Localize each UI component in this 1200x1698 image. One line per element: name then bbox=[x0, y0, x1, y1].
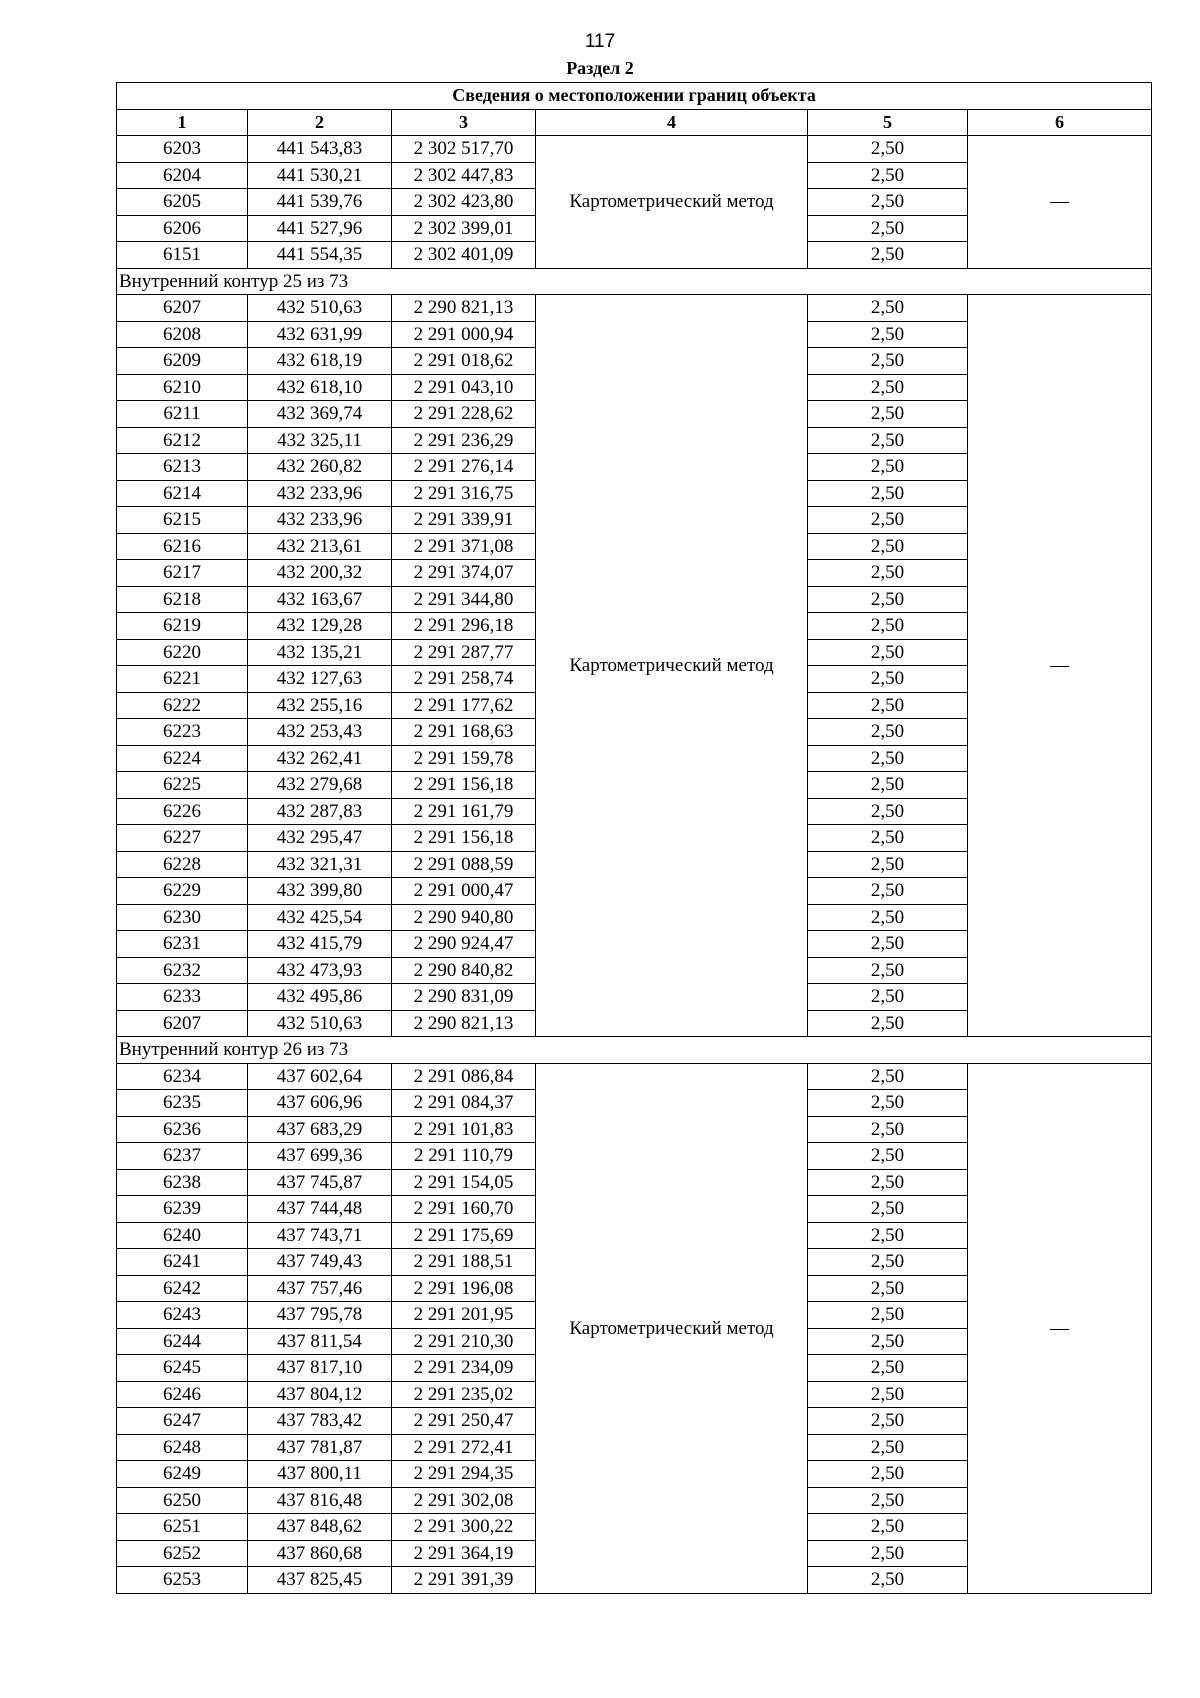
point-number-cell: 6235 bbox=[117, 1090, 248, 1117]
point-number-cell: 6216 bbox=[117, 533, 248, 560]
y-coordinate-cell: 2 291 188,51 bbox=[392, 1249, 536, 1276]
x-coordinate-cell: 437 795,78 bbox=[248, 1302, 392, 1329]
x-coordinate-cell: 432 415,79 bbox=[248, 931, 392, 958]
precision-cell: 2,50 bbox=[808, 321, 968, 348]
column-header-3: 3 bbox=[392, 109, 536, 136]
y-coordinate-cell: 2 291 228,62 bbox=[392, 401, 536, 428]
x-coordinate-cell: 437 860,68 bbox=[248, 1540, 392, 1567]
point-number-cell: 6225 bbox=[117, 772, 248, 799]
y-coordinate-cell: 2 291 364,19 bbox=[392, 1540, 536, 1567]
precision-cell: 2,50 bbox=[808, 1249, 968, 1276]
precision-cell: 2,50 bbox=[808, 1487, 968, 1514]
precision-cell: 2,50 bbox=[808, 1355, 968, 1382]
point-number-cell: 6218 bbox=[117, 586, 248, 613]
x-coordinate-cell: 432 287,83 bbox=[248, 798, 392, 825]
point-number-cell: 6210 bbox=[117, 374, 248, 401]
point-number-cell: 6211 bbox=[117, 401, 248, 428]
precision-cell: 2,50 bbox=[808, 427, 968, 454]
precision-cell: 2,50 bbox=[808, 613, 968, 640]
y-coordinate-cell: 2 291 175,69 bbox=[392, 1222, 536, 1249]
precision-cell: 2,50 bbox=[808, 1408, 968, 1435]
point-number-cell: 6220 bbox=[117, 639, 248, 666]
point-number-cell: 6247 bbox=[117, 1408, 248, 1435]
precision-cell: 2,50 bbox=[808, 189, 968, 216]
precision-cell: 2,50 bbox=[808, 772, 968, 799]
point-number-cell: 6217 bbox=[117, 560, 248, 587]
y-coordinate-cell: 2 291 156,18 bbox=[392, 825, 536, 852]
column-header-row bbox=[117, 109, 1152, 136]
x-coordinate-cell: 441 554,35 bbox=[248, 242, 392, 269]
x-coordinate-cell: 432 260,82 bbox=[248, 454, 392, 481]
x-coordinate-cell: 432 233,96 bbox=[248, 480, 392, 507]
contour-row bbox=[117, 1037, 1152, 1064]
precision-cell: 2,50 bbox=[808, 1434, 968, 1461]
point-number-cell: 6227 bbox=[117, 825, 248, 852]
y-coordinate-cell: 2 291 272,41 bbox=[392, 1434, 536, 1461]
boundary-coordinates-table bbox=[116, 82, 1152, 1594]
point-number-cell: 6245 bbox=[117, 1355, 248, 1382]
x-coordinate-cell: 437 743,71 bbox=[248, 1222, 392, 1249]
point-number-cell: 6206 bbox=[117, 215, 248, 242]
point-number-cell: 6242 bbox=[117, 1275, 248, 1302]
precision-cell: 2,50 bbox=[808, 904, 968, 931]
y-coordinate-cell: 2 291 018,62 bbox=[392, 348, 536, 375]
precision-cell: 2,50 bbox=[808, 295, 968, 322]
point-number-cell: 6229 bbox=[117, 878, 248, 905]
precision-cell: 2,50 bbox=[808, 162, 968, 189]
precision-cell: 2,50 bbox=[808, 1567, 968, 1594]
x-coordinate-cell: 432 200,32 bbox=[248, 560, 392, 587]
precision-cell: 2,50 bbox=[808, 454, 968, 481]
x-coordinate-cell: 441 539,76 bbox=[248, 189, 392, 216]
x-coordinate-cell: 432 279,68 bbox=[248, 772, 392, 799]
y-coordinate-cell: 2 291 235,02 bbox=[392, 1381, 536, 1408]
precision-cell: 2,50 bbox=[808, 1169, 968, 1196]
x-coordinate-cell: 432 618,10 bbox=[248, 374, 392, 401]
x-coordinate-cell: 441 543,83 bbox=[248, 136, 392, 163]
x-coordinate-cell: 437 781,87 bbox=[248, 1434, 392, 1461]
point-number-cell: 6239 bbox=[117, 1196, 248, 1223]
point-number-cell: 6224 bbox=[117, 745, 248, 772]
x-coordinate-cell: 432 473,93 bbox=[248, 957, 392, 984]
x-coordinate-cell: 432 253,43 bbox=[248, 719, 392, 746]
method-cell: Картометрический метод bbox=[536, 1063, 808, 1593]
precision-cell: 2,50 bbox=[808, 374, 968, 401]
point-number-cell: 6251 bbox=[117, 1514, 248, 1541]
point-number-cell: 6151 bbox=[117, 242, 248, 269]
point-number-cell: 6246 bbox=[117, 1381, 248, 1408]
precision-cell: 2,50 bbox=[808, 480, 968, 507]
x-coordinate-cell: 437 816,48 bbox=[248, 1487, 392, 1514]
y-coordinate-cell: 2 290 840,82 bbox=[392, 957, 536, 984]
y-coordinate-cell: 2 291 000,47 bbox=[392, 878, 536, 905]
x-coordinate-cell: 437 825,45 bbox=[248, 1567, 392, 1594]
x-coordinate-cell: 432 425,54 bbox=[248, 904, 392, 931]
x-coordinate-cell: 437 699,36 bbox=[248, 1143, 392, 1170]
x-coordinate-cell: 432 127,63 bbox=[248, 666, 392, 693]
method-cell: Картометрический метод bbox=[536, 295, 808, 1037]
y-coordinate-cell: 2 291 168,63 bbox=[392, 719, 536, 746]
point-number-cell: 6207 bbox=[117, 295, 248, 322]
point-number-cell: 6205 bbox=[117, 189, 248, 216]
x-coordinate-cell: 437 606,96 bbox=[248, 1090, 392, 1117]
y-coordinate-cell: 2 290 821,13 bbox=[392, 1010, 536, 1037]
precision-cell: 2,50 bbox=[808, 533, 968, 560]
y-coordinate-cell: 2 291 276,14 bbox=[392, 454, 536, 481]
point-number-cell: 6243 bbox=[117, 1302, 248, 1329]
point-number-cell: 6234 bbox=[117, 1063, 248, 1090]
precision-cell: 2,50 bbox=[808, 692, 968, 719]
precision-cell: 2,50 bbox=[808, 560, 968, 587]
x-coordinate-cell: 432 631,99 bbox=[248, 321, 392, 348]
precision-cell: 2,50 bbox=[808, 851, 968, 878]
point-number-cell: 6244 bbox=[117, 1328, 248, 1355]
y-coordinate-cell: 2 291 391,39 bbox=[392, 1567, 536, 1594]
y-coordinate-cell: 2 291 154,05 bbox=[392, 1169, 536, 1196]
point-number-cell: 6232 bbox=[117, 957, 248, 984]
point-number-cell: 6226 bbox=[117, 798, 248, 825]
y-coordinate-cell: 2 290 940,80 bbox=[392, 904, 536, 931]
x-coordinate-cell: 441 527,96 bbox=[248, 215, 392, 242]
y-coordinate-cell: 2 291 088,59 bbox=[392, 851, 536, 878]
precision-cell: 2,50 bbox=[808, 1196, 968, 1223]
section-title: Раздел 2 bbox=[566, 58, 634, 78]
x-coordinate-cell: 432 213,61 bbox=[248, 533, 392, 560]
x-coordinate-cell: 432 510,63 bbox=[248, 295, 392, 322]
x-coordinate-cell: 437 800,11 bbox=[248, 1461, 392, 1488]
table-caption-row bbox=[117, 83, 1152, 110]
y-coordinate-cell: 2 291 159,78 bbox=[392, 745, 536, 772]
point-number-cell: 6207 bbox=[117, 1010, 248, 1037]
x-coordinate-cell: 432 510,63 bbox=[248, 1010, 392, 1037]
point-number-cell: 6252 bbox=[117, 1540, 248, 1567]
point-number-cell: 6209 bbox=[117, 348, 248, 375]
page-number: 117 bbox=[584, 31, 616, 52]
precision-cell: 2,50 bbox=[808, 1275, 968, 1302]
point-number-cell: 6240 bbox=[117, 1222, 248, 1249]
precision-cell: 2,50 bbox=[808, 931, 968, 958]
table-body bbox=[117, 136, 1152, 1594]
precision-cell: 2,50 bbox=[808, 878, 968, 905]
x-coordinate-cell: 437 804,12 bbox=[248, 1381, 392, 1408]
x-coordinate-cell: 432 163,67 bbox=[248, 586, 392, 613]
precision-cell: 2,50 bbox=[808, 215, 968, 242]
x-coordinate-cell: 437 683,29 bbox=[248, 1116, 392, 1143]
y-coordinate-cell: 2 291 300,22 bbox=[392, 1514, 536, 1541]
y-coordinate-cell: 2 291 236,29 bbox=[392, 427, 536, 454]
y-coordinate-cell: 2 291 201,95 bbox=[392, 1302, 536, 1329]
y-coordinate-cell: 2 291 160,70 bbox=[392, 1196, 536, 1223]
point-number-cell: 6203 bbox=[117, 136, 248, 163]
x-coordinate-cell: 437 811,54 bbox=[248, 1328, 392, 1355]
point-number-cell: 6219 bbox=[117, 613, 248, 640]
x-coordinate-cell: 437 783,42 bbox=[248, 1408, 392, 1435]
point-number-cell: 6230 bbox=[117, 904, 248, 931]
y-coordinate-cell: 2 291 084,37 bbox=[392, 1090, 536, 1117]
precision-cell: 2,50 bbox=[808, 1063, 968, 1090]
y-coordinate-cell: 2 291 234,09 bbox=[392, 1355, 536, 1382]
y-coordinate-cell: 2 291 000,94 bbox=[392, 321, 536, 348]
x-coordinate-cell: 437 749,43 bbox=[248, 1249, 392, 1276]
y-coordinate-cell: 2 291 043,10 bbox=[392, 374, 536, 401]
column-6-dash-cell: — bbox=[968, 1063, 1152, 1593]
y-coordinate-cell: 2 291 161,79 bbox=[392, 798, 536, 825]
x-coordinate-cell: 432 233,96 bbox=[248, 507, 392, 534]
precision-cell: 2,50 bbox=[808, 1116, 968, 1143]
y-coordinate-cell: 2 291 196,08 bbox=[392, 1275, 536, 1302]
y-coordinate-cell: 2 291 287,77 bbox=[392, 639, 536, 666]
point-number-cell: 6249 bbox=[117, 1461, 248, 1488]
precision-cell: 2,50 bbox=[808, 1540, 968, 1567]
x-coordinate-cell: 441 530,21 bbox=[248, 162, 392, 189]
y-coordinate-cell: 2 302 517,70 bbox=[392, 136, 536, 163]
point-number-cell: 6250 bbox=[117, 1487, 248, 1514]
y-coordinate-cell: 2 291 110,79 bbox=[392, 1143, 536, 1170]
table-row bbox=[117, 1063, 1152, 1090]
point-number-cell: 6233 bbox=[117, 984, 248, 1011]
precision-cell: 2,50 bbox=[808, 136, 968, 163]
point-number-cell: 6221 bbox=[117, 666, 248, 693]
y-coordinate-cell: 2 291 156,18 bbox=[392, 772, 536, 799]
point-number-cell: 6208 bbox=[117, 321, 248, 348]
y-coordinate-cell: 2 291 339,91 bbox=[392, 507, 536, 534]
precision-cell: 2,50 bbox=[808, 401, 968, 428]
y-coordinate-cell: 2 291 371,08 bbox=[392, 533, 536, 560]
x-coordinate-cell: 437 757,46 bbox=[248, 1275, 392, 1302]
precision-cell: 2,50 bbox=[808, 242, 968, 269]
x-coordinate-cell: 432 295,47 bbox=[248, 825, 392, 852]
y-coordinate-cell: 2 290 924,47 bbox=[392, 931, 536, 958]
table-row bbox=[117, 136, 1152, 163]
point-number-cell: 6253 bbox=[117, 1567, 248, 1594]
precision-cell: 2,50 bbox=[808, 1328, 968, 1355]
precision-cell: 2,50 bbox=[808, 1222, 968, 1249]
column-header-5: 5 bbox=[808, 109, 968, 136]
x-coordinate-cell: 432 321,31 bbox=[248, 851, 392, 878]
y-coordinate-cell: 2 291 296,18 bbox=[392, 613, 536, 640]
y-coordinate-cell: 2 291 210,30 bbox=[392, 1328, 536, 1355]
precision-cell: 2,50 bbox=[808, 798, 968, 825]
column-header-4: 4 bbox=[536, 109, 808, 136]
x-coordinate-cell: 432 135,21 bbox=[248, 639, 392, 666]
y-coordinate-cell: 2 302 399,01 bbox=[392, 215, 536, 242]
point-number-cell: 6204 bbox=[117, 162, 248, 189]
precision-cell: 2,50 bbox=[808, 745, 968, 772]
precision-cell: 2,50 bbox=[808, 348, 968, 375]
point-number-cell: 6237 bbox=[117, 1143, 248, 1170]
y-coordinate-cell: 2 290 831,09 bbox=[392, 984, 536, 1011]
x-coordinate-cell: 437 745,87 bbox=[248, 1169, 392, 1196]
point-number-cell: 6238 bbox=[117, 1169, 248, 1196]
y-coordinate-cell: 2 291 302,08 bbox=[392, 1487, 536, 1514]
x-coordinate-cell: 437 848,62 bbox=[248, 1514, 392, 1541]
x-coordinate-cell: 437 744,48 bbox=[248, 1196, 392, 1223]
precision-cell: 2,50 bbox=[808, 1461, 968, 1488]
column-6-dash-cell: — bbox=[968, 136, 1152, 269]
table-row bbox=[117, 295, 1152, 322]
column-6-dash-cell: — bbox=[968, 295, 1152, 1037]
y-coordinate-cell: 2 302 447,83 bbox=[392, 162, 536, 189]
point-number-cell: 6214 bbox=[117, 480, 248, 507]
column-header-1: 1 bbox=[117, 109, 248, 136]
precision-cell: 2,50 bbox=[808, 666, 968, 693]
y-coordinate-cell: 2 291 316,75 bbox=[392, 480, 536, 507]
point-number-cell: 6222 bbox=[117, 692, 248, 719]
y-coordinate-cell: 2 291 086,84 bbox=[392, 1063, 536, 1090]
table-caption: Сведения о местоположении границ объекта bbox=[117, 83, 1152, 110]
precision-cell: 2,50 bbox=[808, 586, 968, 613]
y-coordinate-cell: 2 302 401,09 bbox=[392, 242, 536, 269]
x-coordinate-cell: 432 495,86 bbox=[248, 984, 392, 1011]
precision-cell: 2,50 bbox=[808, 1010, 968, 1037]
point-number-cell: 6248 bbox=[117, 1434, 248, 1461]
y-coordinate-cell: 2 290 821,13 bbox=[392, 295, 536, 322]
precision-cell: 2,50 bbox=[808, 984, 968, 1011]
contour-label: Внутренний контур 25 из 73 bbox=[117, 268, 1152, 295]
point-number-cell: 6241 bbox=[117, 1249, 248, 1276]
precision-cell: 2,50 bbox=[808, 1514, 968, 1541]
x-coordinate-cell: 437 602,64 bbox=[248, 1063, 392, 1090]
x-coordinate-cell: 432 129,28 bbox=[248, 613, 392, 640]
point-number-cell: 6213 bbox=[117, 454, 248, 481]
point-number-cell: 6212 bbox=[117, 427, 248, 454]
y-coordinate-cell: 2 291 177,62 bbox=[392, 692, 536, 719]
precision-cell: 2,50 bbox=[808, 825, 968, 852]
point-number-cell: 6215 bbox=[117, 507, 248, 534]
precision-cell: 2,50 bbox=[808, 1381, 968, 1408]
y-coordinate-cell: 2 291 250,47 bbox=[392, 1408, 536, 1435]
point-number-cell: 6236 bbox=[117, 1116, 248, 1143]
precision-cell: 2,50 bbox=[808, 507, 968, 534]
y-coordinate-cell: 2 291 101,83 bbox=[392, 1116, 536, 1143]
y-coordinate-cell: 2 291 374,07 bbox=[392, 560, 536, 587]
x-coordinate-cell: 432 618,19 bbox=[248, 348, 392, 375]
column-header-6: 6 bbox=[968, 109, 1152, 136]
x-coordinate-cell: 432 255,16 bbox=[248, 692, 392, 719]
precision-cell: 2,50 bbox=[808, 639, 968, 666]
y-coordinate-cell: 2 291 344,80 bbox=[392, 586, 536, 613]
contour-row bbox=[117, 268, 1152, 295]
x-coordinate-cell: 432 369,74 bbox=[248, 401, 392, 428]
method-cell: Картометрический метод bbox=[536, 136, 808, 269]
x-coordinate-cell: 432 325,11 bbox=[248, 427, 392, 454]
precision-cell: 2,50 bbox=[808, 957, 968, 984]
precision-cell: 2,50 bbox=[808, 1302, 968, 1329]
point-number-cell: 6223 bbox=[117, 719, 248, 746]
y-coordinate-cell: 2 291 258,74 bbox=[392, 666, 536, 693]
y-coordinate-cell: 2 302 423,80 bbox=[392, 189, 536, 216]
x-coordinate-cell: 432 399,80 bbox=[248, 878, 392, 905]
precision-cell: 2,50 bbox=[808, 1090, 968, 1117]
x-coordinate-cell: 432 262,41 bbox=[248, 745, 392, 772]
point-number-cell: 6228 bbox=[117, 851, 248, 878]
column-header-2: 2 bbox=[248, 109, 392, 136]
y-coordinate-cell: 2 291 294,35 bbox=[392, 1461, 536, 1488]
contour-label: Внутренний контур 26 из 73 bbox=[117, 1037, 1152, 1064]
precision-cell: 2,50 bbox=[808, 1143, 968, 1170]
table-header bbox=[117, 83, 1152, 136]
point-number-cell: 6231 bbox=[117, 931, 248, 958]
x-coordinate-cell: 437 817,10 bbox=[248, 1355, 392, 1382]
precision-cell: 2,50 bbox=[808, 719, 968, 746]
